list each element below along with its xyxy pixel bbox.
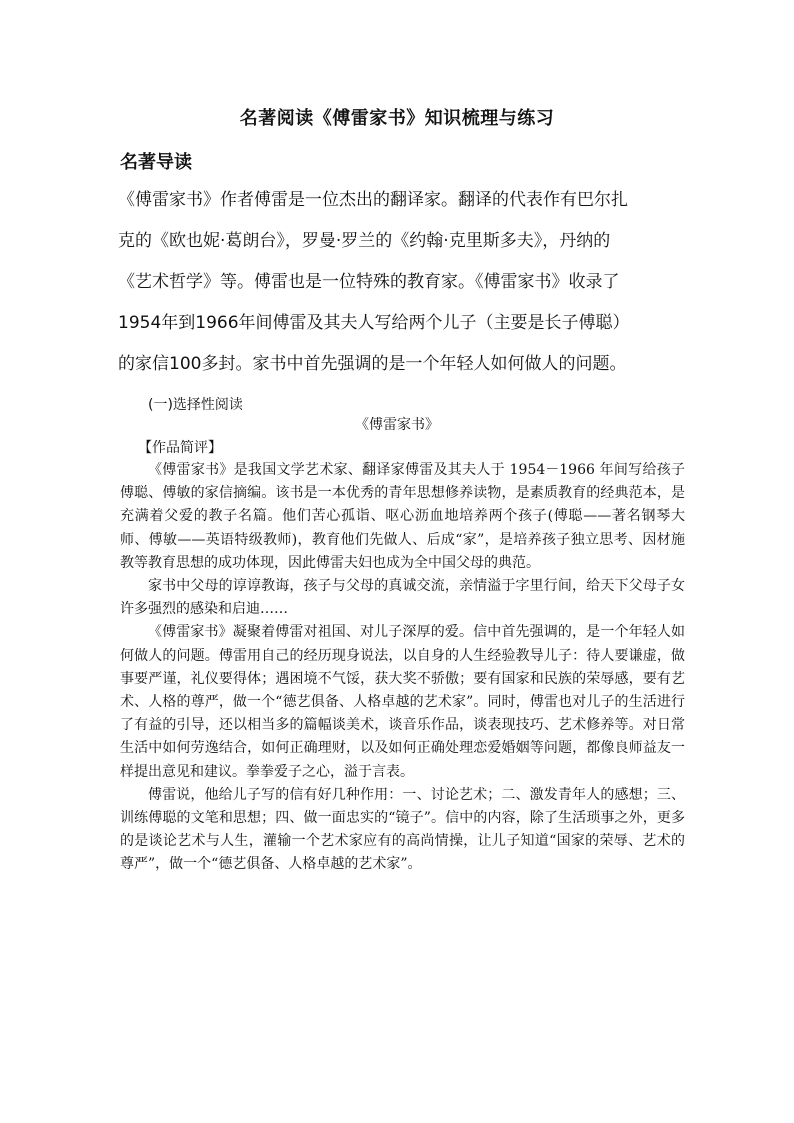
intro-line: 1954年到1966年间傅雷及其夫人写给两个儿子（主要是长子傅聪）	[118, 313, 630, 333]
body-paragraph: 《傅雷家书》凝聚着傅雷对祖国、对儿子深厚的爱。信中首先强调的，是一个年轻人如何做人的问题。傅雷用自己的经历现身说法，以自身的人生经验教导儿子：待人要谦虚，做事要严谨，礼仪要得体；遇困境不气馁，获大奖不骄傲；要有国家和民族的荣辱感，要有艺术、人格的尊严，做一个“德艺俱备、人格卓越的艺术家”。同时，傅雷也对儿子的生活进行了有益的引导，还以相当多的篇幅谈美术，谈音乐作品，谈表现技巧、艺术修养等。对日常生活中如何劳逸结合，如何正确理财，以及如何正确处理恋爱婚姻等问题，都像良师益友一样提出意见和建议。拳拳爱子之心，溢于言表。	[120, 624, 685, 780]
intro-line: 《傅雷家书》作者傅雷是一位杰出的翻译家。翻译的代表作有巴尔扎	[118, 190, 628, 210]
intro-line: 的家信100多封。家书中首先强调的是一个年轻人如何做人的问题。	[118, 354, 627, 374]
document-title: 名著阅读《傅雷家书》知识梳理与练习	[239, 108, 555, 129]
body-paragraph: 《傅雷家书》是我国文学艺术家、翻译家傅雷及其夫人于 1954－1966 年间写给孩子傅聪、傅敏的家信摘编。该书是一本优秀的青年思想修养读物，是素质教育的经典范本，是充满着父爱的教子名篇。他们苦心孤诣、呕心沥血地培养两个孩子(傅聪——著名钢琴大师、傅敏——英语特级教师)，教育他们先做人、后成“家”，是培养孩子独立思考、因材施教等教育思想的成功体现，因此傅雷夫妇也成为全中国父母的典范。	[120, 462, 685, 571]
review-body	[120, 459, 685, 877]
reading-title: 《傅雷家书》	[355, 417, 439, 433]
review-label: 【作品简评】	[138, 440, 222, 456]
subsection-heading: (一)选择性阅读	[148, 397, 243, 413]
body-paragraph: 傅雷说，他给儿子写的信有好几种作用：一、讨论艺术；二、激发青年人的感想；三、训练傅聪的文笔和思想；四、做一面忠实的“镜子”。信中的内容，除了生活琐事之外，更多的是谈论艺术与人生，灌输一个艺术家应有的高尚情操，让儿子知道“国家的荣辱、艺术的尊严”，做一个“德艺俱备、人格卓越的艺术家”。	[120, 786, 685, 873]
intro-line: 《艺术哲学》等。傅雷也是一位特殊的教育家。《傅雷家书》收录了	[118, 272, 620, 292]
body-paragraph: 家书中父母的谆谆教诲，孩子与父母的真诚交流，亲情溢于字里行间，给天下父母子女许多强烈的感染和启迪……	[120, 578, 685, 618]
section-heading: 名著导读	[120, 152, 192, 173]
intro-paragraph	[118, 180, 698, 385]
intro-line: 克的《欧也妮·葛朗台》，罗曼·罗兰的《约翰·克里斯多夫》，丹纳的	[118, 231, 611, 251]
